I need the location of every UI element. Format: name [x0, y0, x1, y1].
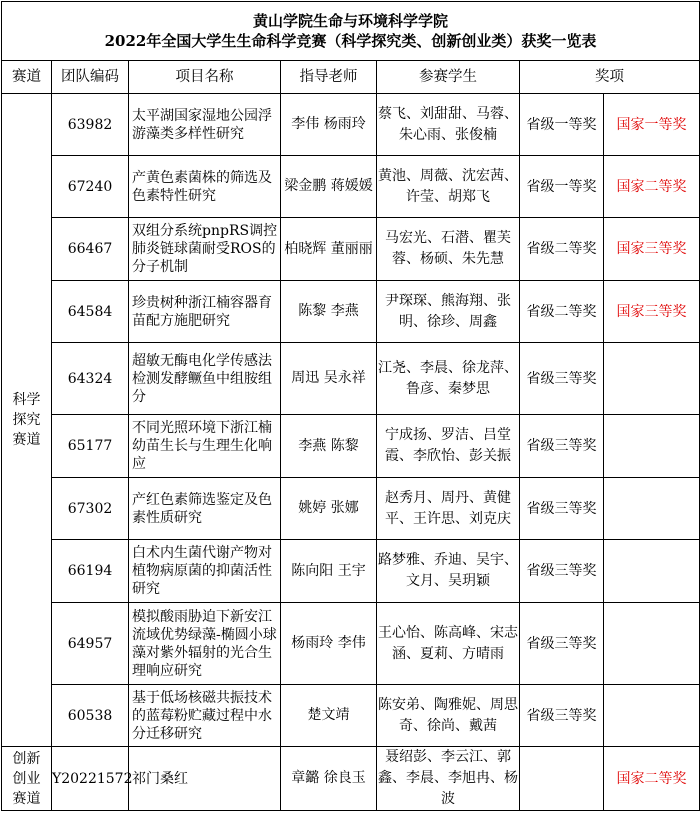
students: 江尧、李晨、徐龙萍、鲁彦、秦梦思 — [377, 343, 520, 415]
team-code: 66194 — [52, 540, 129, 603]
project-name: 产黄色素菌株的筛选及色素特性研究 — [129, 156, 281, 218]
table-row — [2, 415, 700, 478]
advisor: 楚文靖 — [281, 685, 377, 747]
table-row — [2, 218, 700, 281]
team-code: 64324 — [52, 343, 129, 415]
project-name: 不同光照环境下浙江楠幼苗生长与生理生化响应 — [129, 415, 281, 478]
provincial-award: 省级三等奖 — [520, 343, 604, 415]
team-code: 64584 — [52, 281, 129, 343]
students: 聂绍彭、李云江、郭鑫、李晨、李旭冉、杨波 — [377, 747, 520, 811]
students: 尹琛琛、熊海翔、张明、徐珍、周鑫 — [377, 281, 520, 343]
project-name: 双组分系统pnpRS调控肺炎链球菌耐受ROS的分子机制 — [129, 218, 281, 281]
advisor: 周迅 吴永祥 — [281, 343, 377, 415]
project-name: 白术内生菌代谢产物对植物病原菌的抑菌活性研究 — [129, 540, 281, 603]
provincial-award: 省级二等奖 — [520, 218, 604, 281]
table-row — [2, 281, 700, 343]
table-row — [2, 94, 700, 156]
track-innovation — [2, 747, 52, 811]
provincial-award: 省级三等奖 — [520, 415, 604, 478]
students: 黄池、周薇、沈宏茜、许莹、胡郑飞 — [377, 156, 520, 218]
table-row — [2, 685, 700, 747]
students: 路梦雅、乔迪、吴宇、文月、吴玥颖 — [377, 540, 520, 603]
advisor: 梁金鹏 蒋媛媛 — [281, 156, 377, 218]
track-science — [2, 94, 52, 747]
provincial-award — [520, 747, 604, 811]
advisor: 姚婷 张娜 — [281, 478, 377, 540]
table-row — [2, 603, 700, 685]
header-advisor: 指导老师 — [281, 61, 377, 94]
project-name: 超敏无酶电化学传感法检测发酵鳜鱼中组胺组分 — [129, 343, 281, 415]
project-name: 基于低场核磁共振技术的蓝莓粉贮藏过程中水分迁移研究 — [129, 685, 281, 747]
table-row — [2, 540, 700, 603]
project-name: 太平湖国家湿地公园浮游藻类多样性研究 — [129, 94, 281, 156]
table-title — [2, 2, 700, 61]
team-code: 60538 — [52, 685, 129, 747]
title-line-1: 黄山学院生命与环境科学学院 — [253, 12, 449, 30]
table-row — [2, 747, 700, 811]
table-row — [2, 156, 700, 218]
students: 陈安弟、陶雅妮、周思奇、徐尚、戴茜 — [377, 685, 520, 747]
provincial-award: 省级二等奖 — [520, 281, 604, 343]
students: 赵秀月、周丹、黄健平、王许思、刘克庆 — [377, 478, 520, 540]
header-students: 参赛学生 — [377, 61, 520, 94]
team-code: 65177 — [52, 415, 129, 478]
provincial-award: 省级三等奖 — [520, 603, 604, 685]
national-award — [604, 603, 700, 685]
team-code: 67240 — [52, 156, 129, 218]
header-track: 赛道 — [2, 61, 52, 94]
advisor: 杨雨玲 李伟 — [281, 603, 377, 685]
project-name: 祁门桑红 — [129, 747, 281, 811]
track-science-label: 科学探究赛道 — [12, 392, 41, 448]
national-award: 国家三等奖 — [604, 281, 700, 343]
team-code: 67302 — [52, 478, 129, 540]
advisor: 章鏴 徐良玉 — [281, 747, 377, 811]
awards-table — [1, 1, 700, 811]
project-name: 模拟酸雨胁迫下新安江流域优势绿藻-椭圆小球藻对紫外辐射的光合生理响应研究 — [129, 603, 281, 685]
national-award — [604, 415, 700, 478]
advisor: 李伟 杨雨玲 — [281, 94, 377, 156]
header-project: 项目名称 — [129, 61, 281, 94]
table-row — [2, 343, 700, 415]
team-code: 64957 — [52, 603, 129, 685]
national-award — [604, 343, 700, 415]
team-code: Y20221572 — [52, 747, 129, 811]
national-award: 国家三等奖 — [604, 218, 700, 281]
project-name: 珍贵树种浙江楠容器育苗配方施肥研究 — [129, 281, 281, 343]
team-code: 63982 — [52, 94, 129, 156]
national-award: 国家二等奖 — [604, 747, 700, 811]
provincial-award: 省级三等奖 — [520, 540, 604, 603]
header-row — [2, 61, 700, 94]
advisor: 李燕 陈黎 — [281, 415, 377, 478]
national-award — [604, 540, 700, 603]
title-line-2: 2022年全国大学生生命科学竞赛（科学探究类、创新创业类）获奖一览表 — [104, 32, 597, 50]
table-row — [2, 478, 700, 540]
header-team-code: 团队编码 — [52, 61, 129, 94]
provincial-award: 省级一等奖 — [520, 156, 604, 218]
students: 王心怡、陈高峰、宋志涵、夏莉、方晴雨 — [377, 603, 520, 685]
advisor: 柏晓辉 董丽丽 — [281, 218, 377, 281]
national-award — [604, 685, 700, 747]
students: 马宏光、石潜、瞿芙蓉、杨硕、朱先慧 — [377, 218, 520, 281]
provincial-award: 省级三等奖 — [520, 685, 604, 747]
track-innovation-label: 创新创业赛道 — [12, 750, 41, 807]
advisor: 陈向阳 王宇 — [281, 540, 377, 603]
team-code: 66467 — [52, 218, 129, 281]
students: 蔡飞、刘甜甜、马蓉、朱心雨、张俊楠 — [377, 94, 520, 156]
national-award: 国家一等奖 — [604, 94, 700, 156]
provincial-award: 省级一等奖 — [520, 94, 604, 156]
header-award: 奖项 — [520, 61, 700, 94]
national-award: 国家二等奖 — [604, 156, 700, 218]
project-name: 产红色素筛选鉴定及色素性质研究 — [129, 478, 281, 540]
provincial-award: 省级三等奖 — [520, 478, 604, 540]
students: 宁成扬、罗洁、吕堂霞、李欣怡、彭关振 — [377, 415, 520, 478]
advisor: 陈黎 李燕 — [281, 281, 377, 343]
national-award — [604, 478, 700, 540]
